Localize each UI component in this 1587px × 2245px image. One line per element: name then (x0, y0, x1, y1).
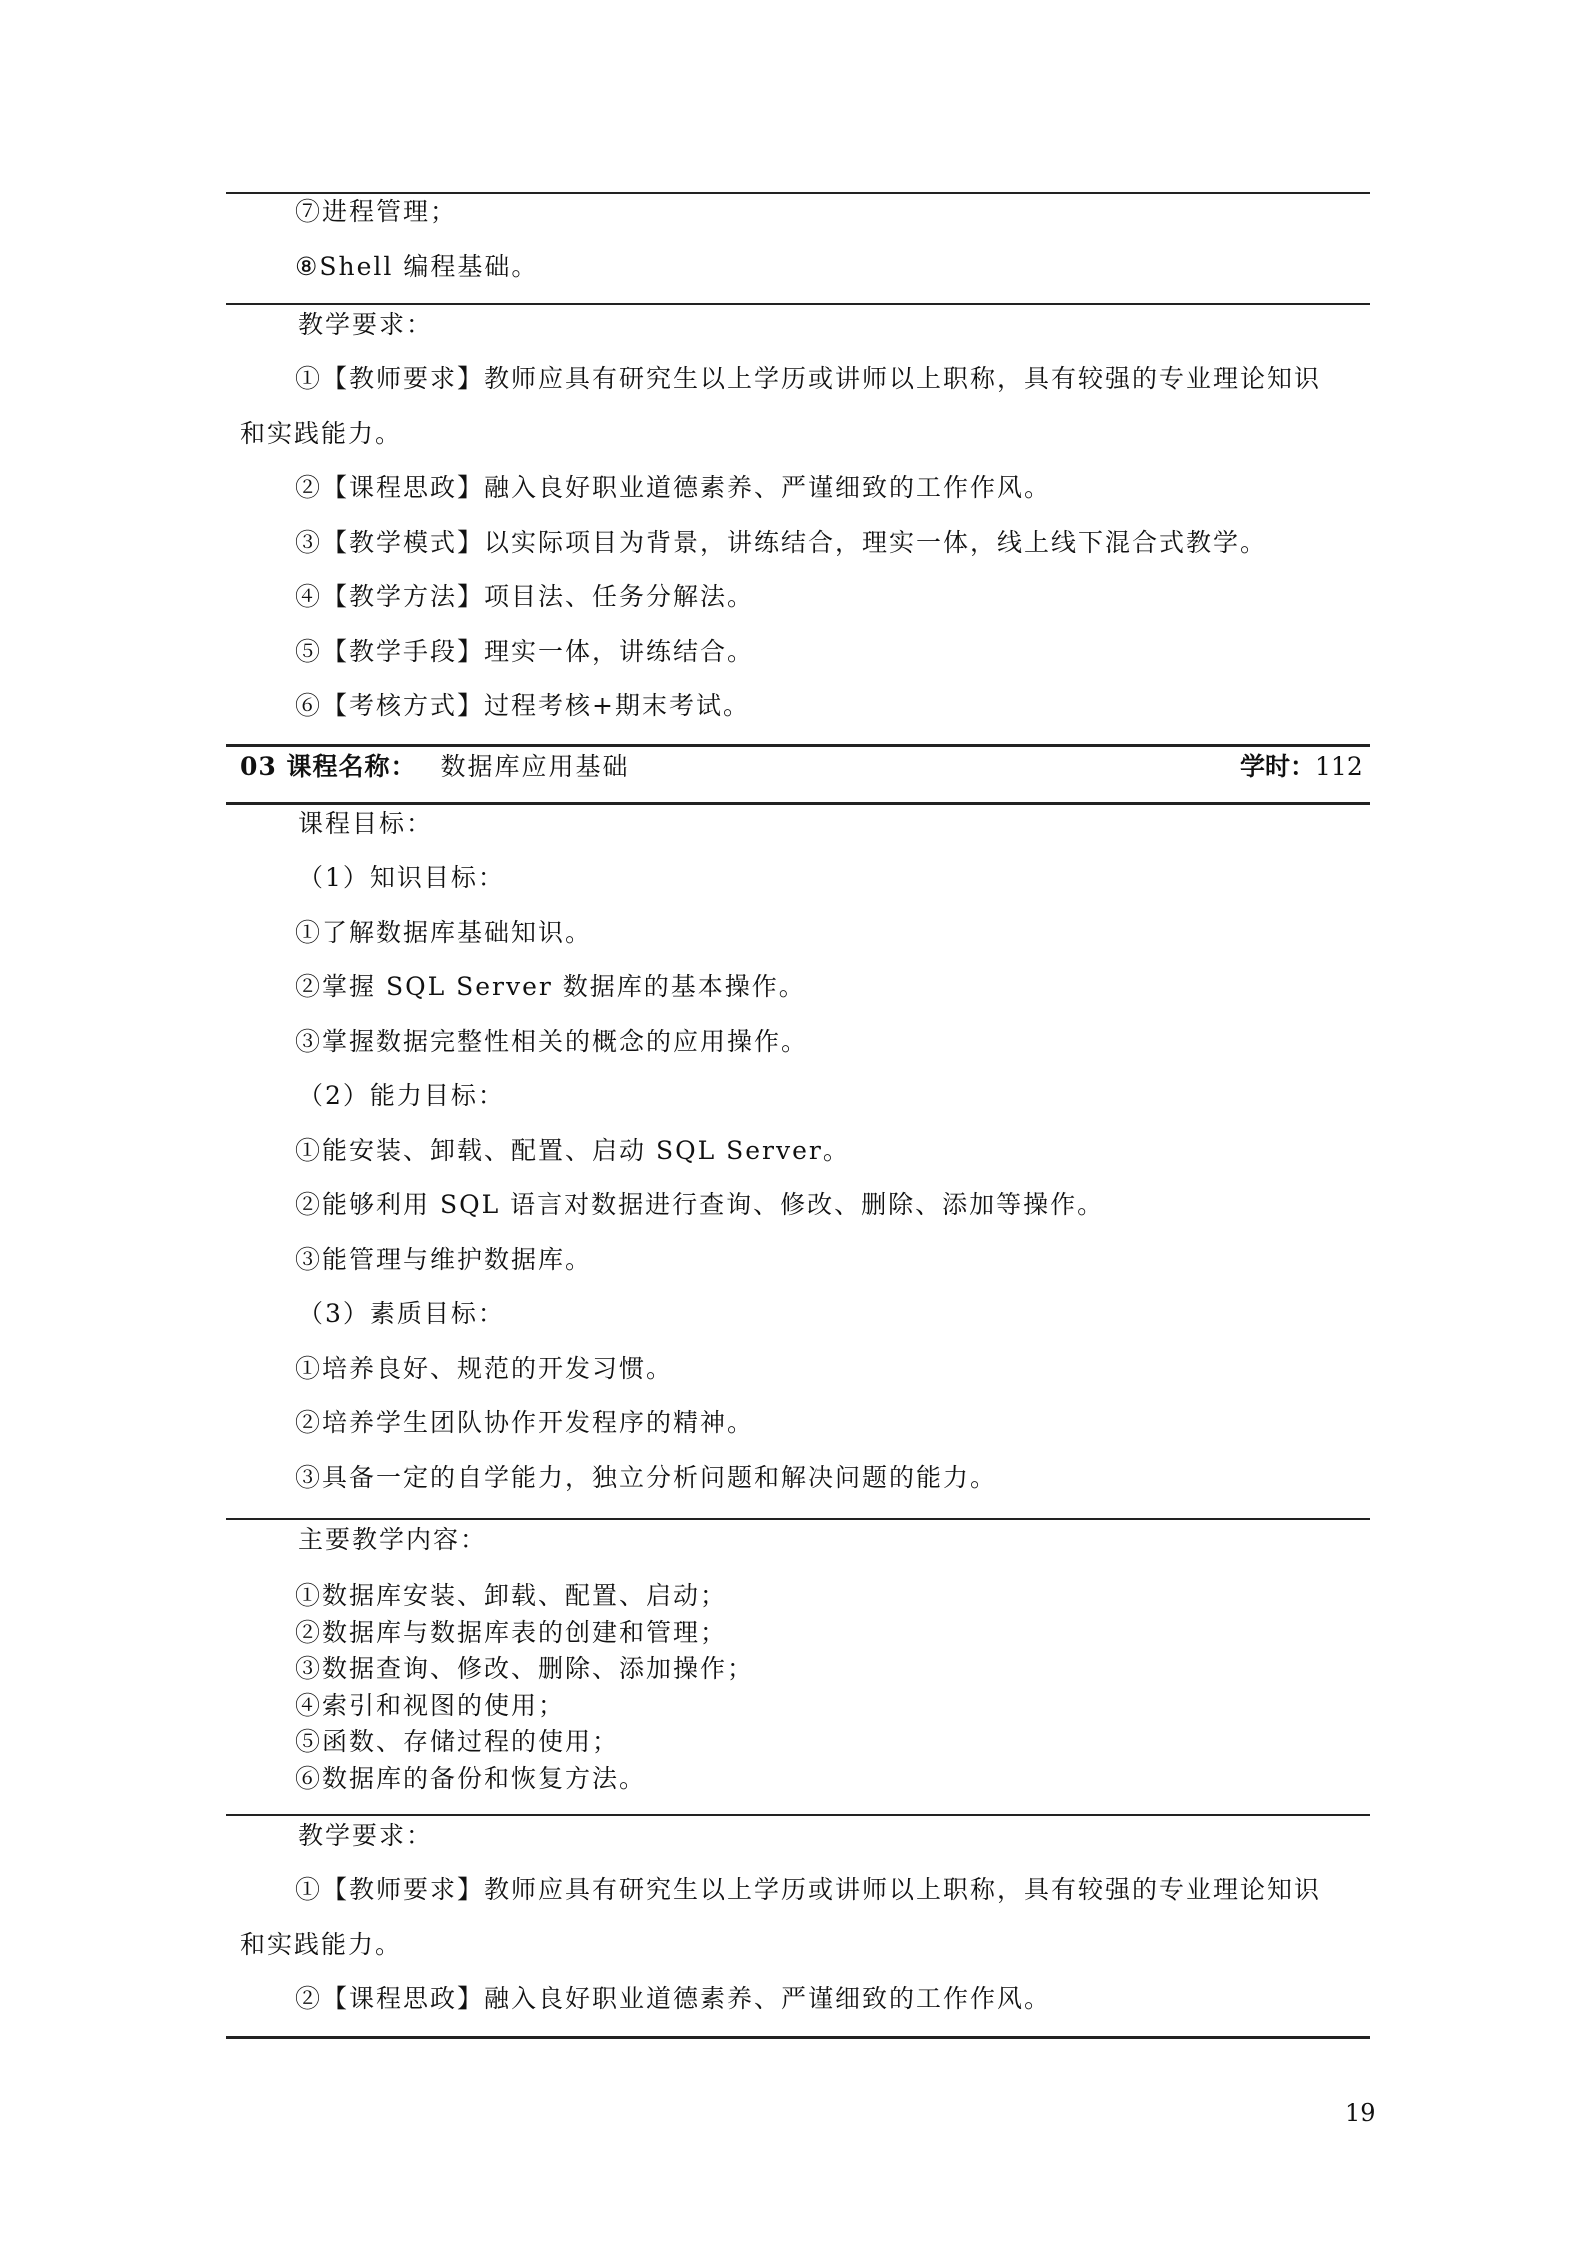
req-item: 和实践能力。 (240, 1930, 403, 1959)
objective-item: ③掌握数据完整性相关的概念的应用操作。 (295, 1027, 809, 1056)
course-name: 数据库应用基础 (440, 752, 630, 781)
req-item: 和实践能力。 (240, 419, 403, 448)
course-title-row (240, 751, 630, 783)
hours-label: 学时： (1240, 752, 1316, 781)
row-divider (226, 1518, 1370, 1520)
knowledge-label: （1）知识目标： (298, 863, 505, 892)
objective-item: ③具备一定的自学能力，独立分析问题和解决问题的能力。 (295, 1463, 998, 1492)
teaching-req-label: 教学要求： (298, 310, 434, 339)
objective-item: ②培养学生团队协作开发程序的精神。 (295, 1408, 755, 1437)
course-title-rule-bottom (226, 802, 1370, 805)
ability-label: （2）能力目标： (298, 1081, 505, 1110)
content-item: ②数据库与数据库表的创建和管理； (295, 1618, 728, 1647)
content-item: ⑧Shell 编程基础。 (295, 252, 539, 281)
objective-item: ②能够利用 SQL 语言对数据进行查询、修改、删除、添加等操作。 (295, 1190, 1105, 1219)
req-item: ⑤【教学手段】理实一体，讲练结合。 (295, 637, 755, 666)
objective-item: ③能管理与维护数据库。 (295, 1245, 593, 1274)
req-item: ⑥【考核方式】过程考核+期末考试。 (295, 691, 750, 720)
table-bottom-rule (226, 2036, 1370, 2039)
page-number: 19 (1345, 2099, 1376, 2127)
req-item: ②【课程思政】融入良好职业道德素养、严谨细致的工作作风。 (295, 473, 1052, 502)
hours-value: 112 (1315, 752, 1363, 781)
objective-item: ①能安装、卸载、配置、启动 SQL Server。 (295, 1136, 850, 1165)
course-title-label: 03 课程名称： (240, 752, 417, 781)
req-item: ①【教师要求】教师应具有研究生以上学历或讲师以上职称，具有较强的专业理论知识 (295, 1875, 1322, 1904)
req-item: ④【教学方法】项目法、任务分解法。 (295, 582, 755, 611)
table-top-rule (226, 192, 1370, 194)
req-item: ②【课程思政】融入良好职业道德素养、严谨细致的工作作风。 (295, 1984, 1052, 2013)
row-divider (226, 303, 1370, 305)
content-item: ③数据查询、修改、删除、添加操作； (295, 1654, 755, 1683)
course-title-rule-top (226, 744, 1370, 747)
content-label: 主要教学内容： (298, 1525, 488, 1554)
content-item: ⑤函数、存储过程的使用； (295, 1727, 620, 1756)
course-hours (1240, 751, 1363, 783)
content-item: ⑥数据库的备份和恢复方法。 (295, 1764, 647, 1793)
content-item: ④索引和视图的使用； (295, 1691, 566, 1720)
req-item: ③【教学模式】以实际项目为背景，讲练结合，理实一体，线上线下混合式教学。 (295, 528, 1268, 557)
objective-item: ①了解数据库基础知识。 (295, 918, 593, 947)
objective-item: ①培养良好、规范的开发习惯。 (295, 1354, 674, 1383)
objectives-label: 课程目标： (298, 809, 434, 838)
content-item: ①数据库安装、卸载、配置、启动； (295, 1581, 728, 1610)
requirements-label: 教学要求： (298, 1821, 434, 1850)
quality-label: （3）素质目标： (298, 1299, 505, 1328)
req-item: ①【教师要求】教师应具有研究生以上学历或讲师以上职称，具有较强的专业理论知识 (295, 364, 1322, 393)
objective-item: ②掌握 SQL Server 数据库的基本操作。 (295, 972, 806, 1001)
content-item: ⑦进程管理； (295, 197, 458, 226)
row-divider (226, 1814, 1370, 1816)
